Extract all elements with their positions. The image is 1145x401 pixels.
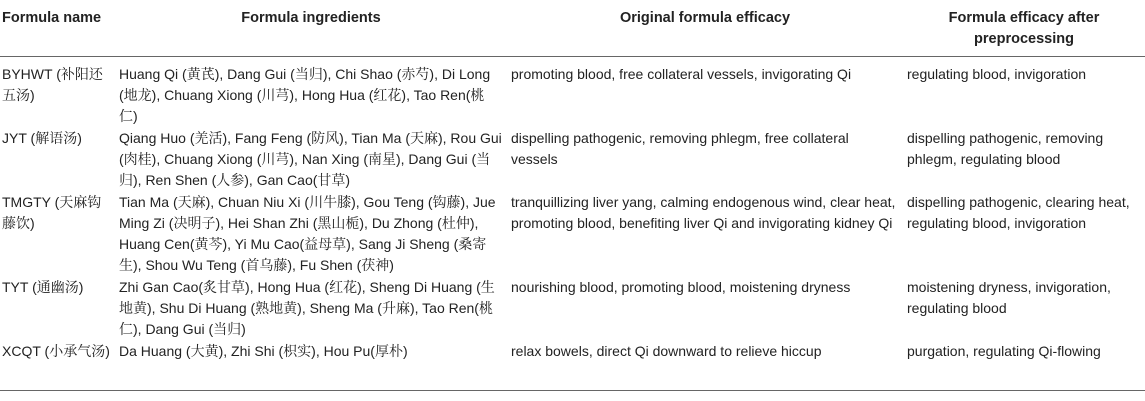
after-efficacy-cell: dispelling pathogenic, clearing heat, regulating blood, invigoration	[907, 194, 1130, 231]
after-efficacy-cell: purgation, regulating Qi-flowing	[907, 343, 1101, 359]
table-body	[0, 57, 1145, 391]
ingredients-cell: Tian Ma (天麻), Chuan Niu Xi (川牛膝), Gou Teng (钩藤), Jue Ming Zi (决明子), Hei Shan Zhi (黑山栀), Du Zhong (杜仲), Huang Cen(黄芩), Yi Mu Cao(益母草), Sang Ji Sheng (桑寄生), Shou Wu Teng (首乌藤), Fu Shen (茯神)	[119, 194, 496, 273]
original-efficacy-cell: dispelling pathogenic, removing phlegm, free collateral vessels	[511, 130, 849, 167]
formula-name-cell: BYHWT (补阳还五汤)	[2, 66, 103, 103]
header-efficacy-after-preprocessing: Formula efficacy after preprocessing	[948, 10, 1100, 47]
header-row	[0, 0, 1145, 57]
formula-name-cell: TYT (通幽汤)	[2, 279, 84, 295]
header-formula-ingredients: Formula ingredients	[241, 10, 381, 26]
table-row	[0, 340, 1145, 391]
formula-name-cell: XCQT (小承气汤)	[2, 343, 110, 359]
ingredients-cell: Huang Qi (黄芪), Dang Gui (当归), Chi Shao (赤芍), Di Long (地龙), Chuang Xiong (川芎), Hong Hua (红花), Tao Ren(桃仁)	[119, 66, 491, 124]
formula-name-cell: JYT (解语汤)	[2, 130, 82, 146]
original-efficacy-cell: tranquillizing liver yang, calming endogenous wind, clear heat, promoting blood, benefiting liver Qi and invigorating kidney Qi	[511, 194, 896, 231]
table-row	[0, 57, 1145, 128]
after-efficacy-cell: moistening dryness, invigoration, regulating blood	[907, 279, 1111, 316]
ingredients-cell: Zhi Gan Cao(炙甘草), Hong Hua (红花), Sheng Di Huang (生地黄), Shu Di Huang (熟地黄), Sheng Ma (升麻), Tao Ren(桃仁), Dang Gui (当归)	[119, 279, 495, 337]
table-row	[0, 191, 1145, 276]
original-efficacy-cell: relax bowels, direct Qi downward to relieve hiccup	[511, 343, 822, 359]
header-formula-name: Formula name	[2, 10, 102, 26]
ingredients-cell: Da Huang (大黄), Zhi Shi (枳实), Hou Pu(厚朴)	[119, 343, 408, 359]
after-efficacy-cell: regulating blood, invigoration	[907, 66, 1087, 82]
after-efficacy-cell: dispelling pathogenic, removing phlegm, regulating blood	[907, 130, 1104, 167]
table-header	[0, 0, 1145, 57]
header-original-efficacy: Original formula efficacy	[619, 10, 791, 26]
table-row	[0, 127, 1145, 191]
original-efficacy-cell: promoting blood, free collateral vessels, invigorating Qi	[511, 66, 852, 82]
formula-name-cell: TMGTY (天麻钩藤饮)	[2, 194, 102, 231]
original-efficacy-cell: nourishing blood, promoting blood, moistening dryness	[511, 279, 851, 295]
ingredients-cell: Qiang Huo (羌活), Fang Feng (防风), Tian Ma (天麻), Rou Gui (肉桂), Chuang Xiong (川芎), Nan Xing (南星), Dang Gui (当归), Ren Shen (人参), Gan Cao(甘草)	[119, 130, 502, 188]
table-row	[0, 276, 1145, 340]
